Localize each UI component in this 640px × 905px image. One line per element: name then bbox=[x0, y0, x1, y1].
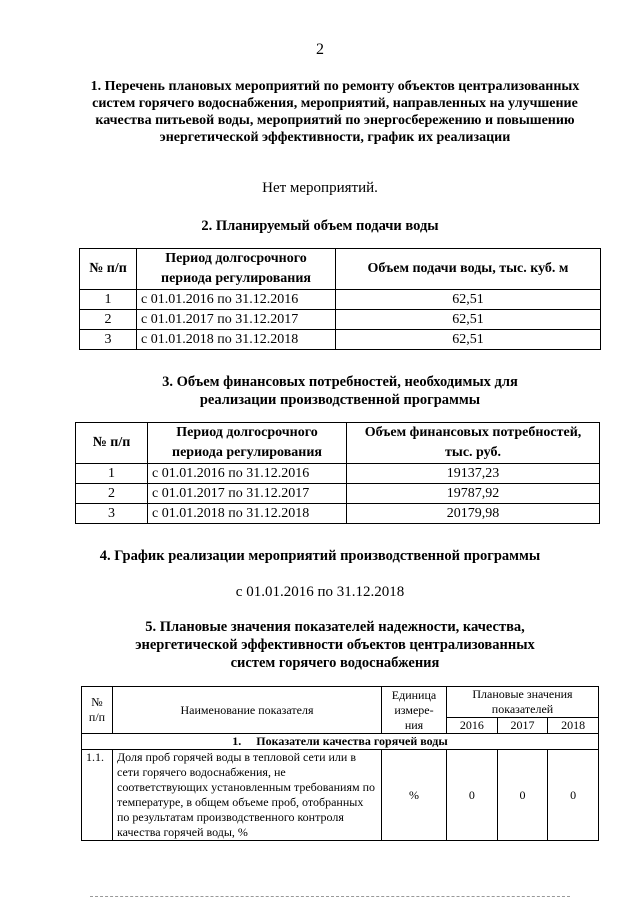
table-cell: 0 bbox=[497, 750, 548, 841]
table-header: 2017 bbox=[497, 718, 548, 734]
table-header: Единица измере-ния bbox=[382, 687, 447, 734]
table-row bbox=[80, 330, 601, 350]
table-header: Объем финансовых потребностей, тыс. руб. bbox=[347, 423, 600, 464]
table-cell: с 01.01.2016 по 31.12.2016 bbox=[137, 290, 336, 310]
table-header: Объем подачи воды, тыс. куб. м bbox=[336, 249, 601, 290]
table-header: 2018 bbox=[548, 718, 599, 734]
table-group-row bbox=[82, 734, 599, 750]
table-cell: 19787,92 bbox=[347, 484, 600, 504]
table-cell: с 01.01.2018 по 31.12.2018 bbox=[137, 330, 336, 350]
table-cell: с 01.01.2016 по 31.12.2016 bbox=[148, 464, 347, 484]
table-header: Наименование показателя bbox=[113, 687, 382, 734]
group-number: 1. bbox=[232, 734, 242, 748]
table-cell: 20179,98 bbox=[347, 504, 600, 524]
table-row bbox=[76, 464, 600, 484]
table-row bbox=[76, 504, 600, 524]
table-header: № п/п bbox=[82, 687, 113, 734]
table-cell: 3 bbox=[76, 504, 148, 524]
table-cell: 1.1. bbox=[82, 750, 113, 841]
table-cell: % bbox=[382, 750, 447, 841]
table-cell: с 01.01.2018 по 31.12.2018 bbox=[148, 504, 347, 524]
table-row bbox=[80, 290, 601, 310]
table-row bbox=[76, 484, 600, 504]
section1-body: Нет мероприятий. bbox=[262, 180, 378, 196]
table-cell: 19137,23 bbox=[347, 464, 600, 484]
table-cell bbox=[82, 734, 599, 750]
table-header: Период долгосрочного периода регулирования bbox=[137, 249, 336, 290]
table-cell: 2 bbox=[76, 484, 148, 504]
table-cell: 62,51 bbox=[336, 310, 601, 330]
page-edge-divider bbox=[90, 896, 570, 897]
section5-title: 5. Плановые значения показателей надежности, качества, энергетической эффективности объектов централизованных систем горячего водоснабжения bbox=[135, 619, 535, 671]
table-header: Период долгосрочного периода регулирования bbox=[148, 423, 347, 464]
page-number: 2 bbox=[316, 41, 324, 58]
group-label: Показатели качества горячей воды bbox=[256, 734, 448, 748]
table-row bbox=[80, 310, 601, 330]
section2-title: 2. Планируемый объем подачи воды bbox=[201, 218, 439, 234]
table-cell: 0 bbox=[447, 750, 498, 841]
financial-needs-table bbox=[75, 422, 600, 524]
table-cell: 3 bbox=[80, 330, 137, 350]
supply-volume-table bbox=[79, 248, 601, 350]
table-cell: 2 bbox=[80, 310, 137, 330]
section3-title: 3. Объем финансовых потребностей, необходимых для реализации производственной программы bbox=[162, 374, 518, 408]
section4-title: 4. График реализации мероприятий производственной программы bbox=[99, 548, 541, 564]
table-header: 2016 bbox=[447, 718, 498, 734]
table-cell: 62,51 bbox=[336, 290, 601, 310]
table-cell: с 01.01.2017 по 31.12.2017 bbox=[148, 484, 347, 504]
table-cell: с 01.01.2017 по 31.12.2017 bbox=[137, 310, 336, 330]
table-cell: 0 bbox=[548, 750, 599, 841]
table-header: Плановые значения показателей bbox=[447, 687, 599, 718]
table-cell: 1 bbox=[80, 290, 137, 310]
table-row bbox=[82, 750, 599, 841]
table-cell: Доля проб горячей воды в тепловой сети или в сети горячего водоснабжения, не соответствующих установленным требованиям по температуре, в общем объеме проб, отобранных по результатам производственного контроля качества горячей воды, % bbox=[113, 750, 382, 841]
section1-title: 1. Перечень плановых мероприятий по ремонту объектов централизованных систем горячего водоснабжения, мероприятий, направленных на улучшение качества питьевой воды, мероприятий по энергосбережению и повышению энергетической эффективности, график их реализации bbox=[90, 79, 580, 145]
section4-body: с 01.01.2016 по 31.12.2018 bbox=[235, 584, 405, 600]
table-cell: 62,51 bbox=[336, 330, 601, 350]
indicators-table bbox=[81, 686, 599, 841]
table-header: № п/п bbox=[76, 423, 148, 464]
table-cell: 1 bbox=[76, 464, 148, 484]
table-header: № п/п bbox=[80, 249, 137, 290]
